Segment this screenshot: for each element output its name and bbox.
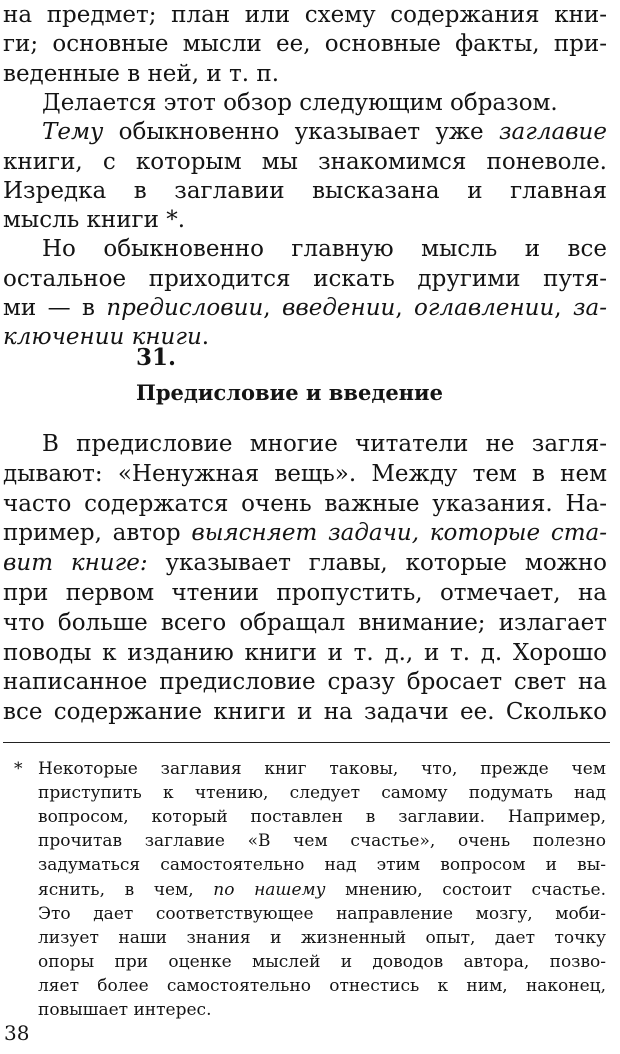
text-line [3,29,607,59]
text-line [3,667,607,697]
text-segment: ги; основные мысли ее, основные факты, при- [3,31,607,58]
text-segment: приступить к чтению, следует самому подумать над [38,783,606,804]
text-line [3,489,607,519]
text-line [3,293,607,323]
italic-text: предисловии [106,295,264,321]
italic-text: по нашему [213,879,326,900]
text-segment: пример, автор [3,520,192,547]
text-line [38,805,606,829]
text-segment: лизует наши знания и жизненный опыт, дает точку [38,927,606,948]
text-segment: Изредка в заглавии высказана и главная [3,177,607,204]
text-line [3,518,607,548]
text-segment: . [201,324,210,351]
text-segment: вопросом, который поставлен в заглавии. Например, [38,807,606,828]
italic-text: Тему [42,119,104,146]
text-segment: прочитав заглавие «В чем счастье», очень полезно [38,831,606,852]
section-title: Предисловие и введение [136,380,443,405]
text-segment: задуматься самостоятельно над этим вопросом и вы- [38,855,606,876]
text-line [3,638,607,668]
text-line [3,608,607,638]
italic-text: за- [572,295,608,321]
text-line [3,147,607,177]
italic-text: заглавие [498,119,607,146]
italic-text: оглавлении [414,295,555,321]
text-segment: обыкновенно указывает уже [103,119,499,146]
italic-text: ключении книги [3,324,202,351]
text-segment: Делается этот обзор следующим образом. [42,89,558,116]
text-line [3,697,607,727]
text-segment: , [554,295,573,321]
text-line [3,205,607,235]
text-line [3,322,607,352]
text-segment: ми — в [3,295,107,321]
text-line [38,926,606,950]
text-segment: веденные в ней, и т. п. [3,60,279,87]
text-segment: повышает интерес. [38,1000,212,1020]
text-segment: написанное предисловие сразу бросает свет на [3,669,607,696]
text-line [38,902,606,926]
text-segment: Некоторые заглавия книг таковы, что, прежде чем [38,759,606,779]
text-segment: опоры при оценке мыслей и доводов автора, позво- [38,951,606,972]
text-segment: мысль книги *. [3,207,186,234]
text-line [3,548,607,578]
section-number: 31. [136,344,177,371]
text-segment: дывают: «Ненужная вещь». Между тем в нем [3,460,607,487]
text-segment: , [263,295,282,321]
italic-text: выясняет задачи, которые ста- [191,520,607,547]
text-line [38,829,606,853]
text-segment: яснить, в чем, [38,879,214,900]
italic-text: вит книге: [3,550,148,577]
footnote-mark: * [14,759,23,779]
text-segment: мнению, состоит счастье. [325,879,607,900]
text-line [38,950,606,974]
text-line [3,59,607,89]
text-segment: что больше всего обращал внимание; излагает [3,609,607,636]
text-line [38,878,606,902]
text-line [3,459,607,489]
text-segment: книги, с которым мы знакомимся поневоле. [3,148,607,175]
text-line [3,264,607,294]
text-segment: ляет более самостоятельно отнестись к ним, наконец, [38,975,606,996]
text-line [38,757,606,781]
text-segment: все содержание книги и на задачи ее. Сколько [3,699,607,726]
text-line [42,88,607,118]
text-line [42,429,607,459]
text-segment: на предмет; план или схему содержания кни- [3,2,607,28]
text-segment: В предисловие многие читатели не загля- [42,431,607,457]
text-segment: поводы к изданию книги и т. д., и т. д. Хорошо [3,639,607,666]
italic-text: введении [281,295,396,321]
text-segment: Это дает соответствующее направление мозгу, моби- [38,903,606,924]
text-line [42,117,607,147]
text-line [38,853,606,877]
text-segment: , [395,295,415,321]
text-segment: при первом чтении пропустить, отмечает, на [3,580,607,606]
page-number: 38 [4,1021,30,1045]
text-line [42,234,607,264]
text-line [3,0,607,30]
text-line [38,781,606,805]
text-line [3,176,607,206]
text-line [38,998,606,1022]
text-segment: остальное приходится искать другими путя- [3,265,607,292]
text-line [38,974,606,998]
text-segment: часто содержатся очень важные указания. На- [3,490,607,517]
footnote-divider [3,742,610,743]
text-segment: указывает главы, которые можно [147,550,607,577]
text-line [3,578,607,608]
text-segment: Но обыкновенно главную мысль и все [42,236,607,263]
